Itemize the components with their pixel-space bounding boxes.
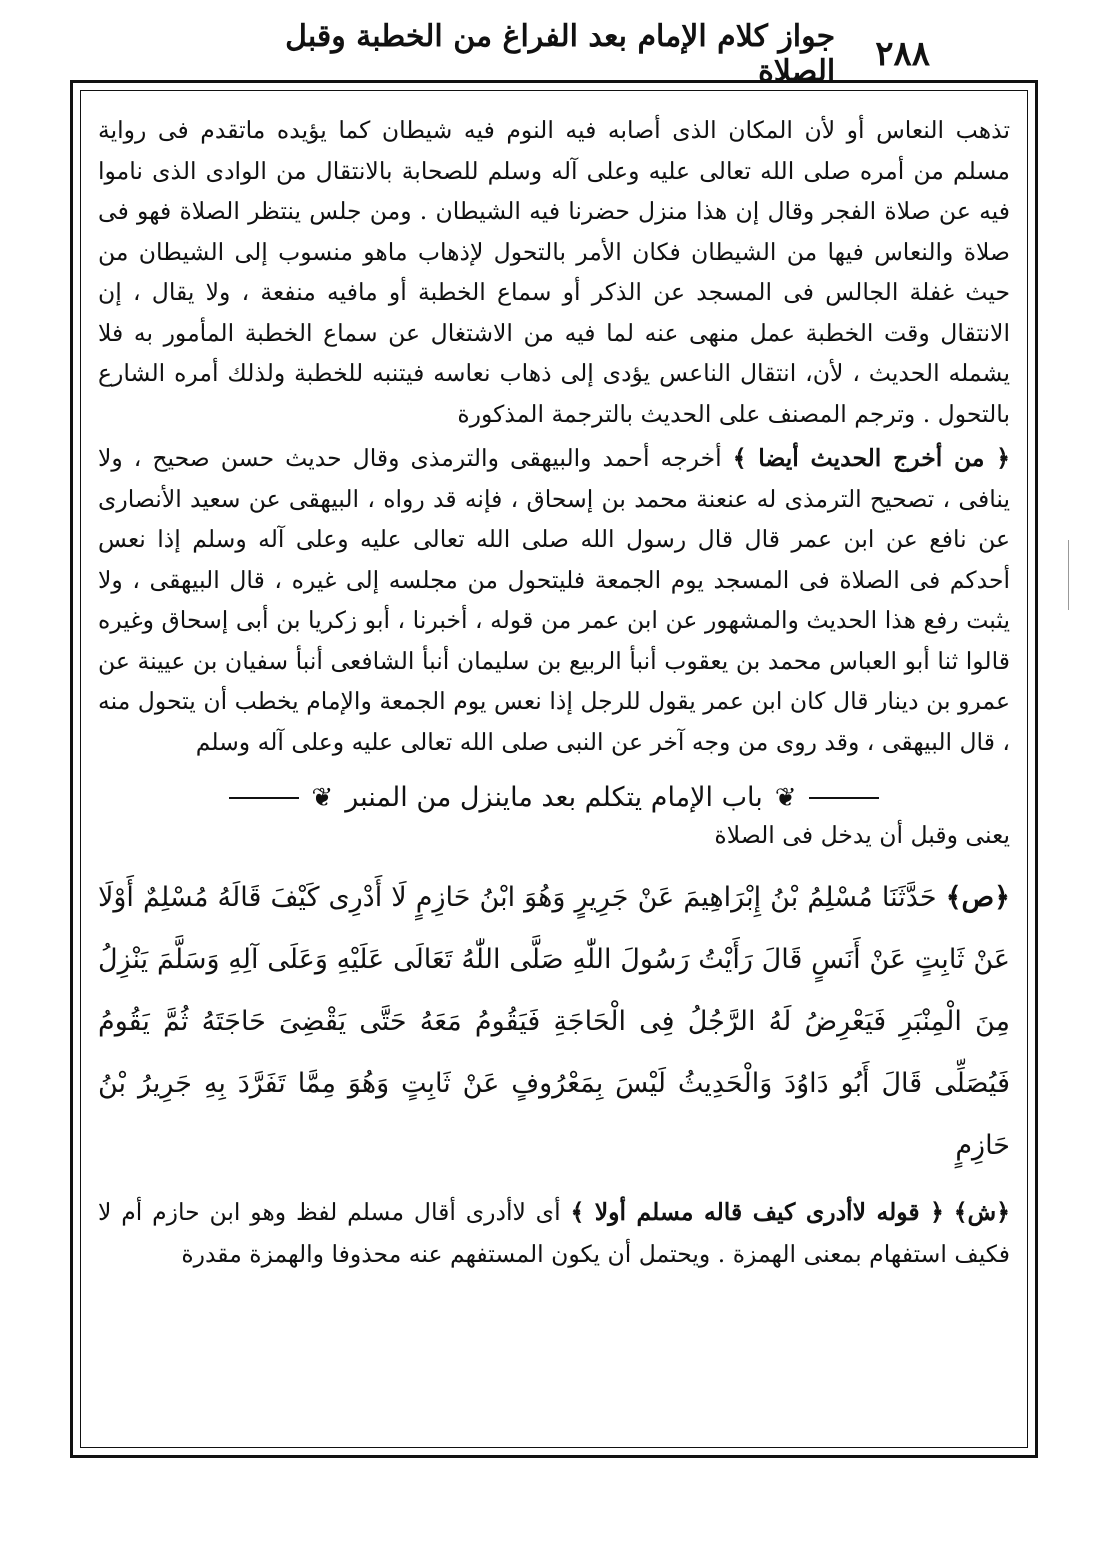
explanation-label: ﴿ش﴾ (953, 1198, 1010, 1226)
explanation-text: أى لاأدرى أقال مسلم لفظ وهو ابن حازم أم لا فكيف استفهام بمعنى الهمزة . ويحتمل أن يكون المستفهم عنه محذوفا والهمزة مقدرة (98, 1198, 1010, 1268)
explanation-paragraph (98, 1191, 1010, 1275)
source-label: ﴿ من أخرج الحديث أيضا ﴾ (732, 444, 1010, 472)
hadith-body: حَدَّثَنَا مُسْلِمُ بْنُ إِبْرَاهِيمَ عَنْ جَرِيرٍ وَهُوَ ابْنُ حَازِمٍ لَا أَدْرِى كَيْفَ قَالَهُ مُسْلِمٌ أَوْلَا عَنْ ثَابِتٍ عَنْ أَنَسٍ قَالَ رَأَيْتُ رَسُولَ اللّٰهِ صَلَّى اللّٰهُ تَعَالَى عَلَيْهِ وَعَلَى آلِهِ وَسَلَّمَ يَنْزِلُ مِنَ الْمِنْبَرِ فَيَعْرِضُ لَهُ الرَّجُلُ فِى الْحَاجَةِ فَيَقُومُ مَعَهُ حَتَّى يَقْضِىَ حَاجَتَهُ ثُمَّ يَقُومُ فَيُصَلِّى قَالَ أَبُو دَاوُدَ وَالْحَدِيثُ لَيْسَ بِمَعْرُوفٍ عَنْ ثَابِتٍ وَهُوَ مِمَّا تَفَرَّدَ بِهِ جَرِيرُ بْنُ حَازِمٍ (98, 882, 1010, 1161)
running-header (230, 19, 930, 89)
chapter-subtitle: يعنى وقبل أن يدخل فى الصلاة (714, 821, 1010, 849)
margin-mark (1068, 540, 1069, 610)
ornament-icon: ❦ (311, 782, 334, 813)
source-text: أخرجه أحمد والبيهقى والترمذى وقال حديث حسن صحيح ، ولا ينافى ، تصحيح الترمذى له عنعنة محمد بن إسحاق ، فإنه قد رواه ، البيهقى عن سعيد الأنصارى عن نافع عن ابن عمر قال قال رسول الله صلى الله تعالى عليه وعلى آله وسلم إذا نعس أحدكم فى الصلاة فى المسجد يوم الجمعة فليتحول من مجلسه إلى غيره ، قال البيهقى ، ولا يثبت رفع هذا الحديث والمشهور عن ابن عمر من قوله ، أخبرنا ، أبو زكريا بن أبى إسحاق وغيره قالوا ثنا أبو العباس محمد بن يعقوب أنبأ الربيع بن سليمان أنبأ الشافعى أنبأ سفيان بن عيينة عن عمرو بن دينار قال كان ابن عمر يقول للرجل إذا نعس يوم الجمعة والإمام يخطب أن يتحول منه ، قال البيهقى ، وقد روى من وجه آخر عن النبى صلى الله تعالى عليه وعلى آله وسلم (98, 444, 1010, 756)
divider-line (809, 797, 879, 799)
chapter-title: باب الإمام يتكلم بعد ماينزل من المنبر (345, 782, 763, 813)
explanation-quote: ﴿ قوله لاأدرى كيف قاله مسلم أولا ﴾ (570, 1198, 944, 1226)
divider-line (229, 797, 299, 799)
page-content (98, 110, 1010, 1275)
hadith-text (98, 867, 1010, 1177)
hadith-label: ﴿ص﴾ (945, 882, 1010, 913)
ornament-icon: ❦ (774, 782, 797, 813)
commentary-paragraph: تذهب النعاس أو لأن المكان الذى أصابه فيه النوم فيه شيطان كما يؤيده ماتقدم فى رواية مسلم من أمره صلى الله تعالى عليه وعلى آله وسلم للصحابة بالانتقال من الوادى الذى ناموا فيه عن صلاة الفجر وقال إن هذا منزل حضرنا فيه الشيطان . ومن جلس ينتظر الصلاة فهو فى صلاة والنعاس فيها من الشيطان فكان الأمر بالتحول لإذهاب ماهو منسوب إلى الشيطان من حيث غفلة الجالس فى المسجد عن الذكر أو سماع الخطبة أو مافيه منفعة ، ولا يقال ، إن الانتقال وقت الخطبة عمل منهى عنه لما فيه من الاشتغال عن سماع الخطبة المأمور به فلا يشمله الحديث ، لأن، انتقال الناعس يؤدى إلى ذهاب نعاسه فيتنبه للخطبة ولذلك أمره الشارع بالتحول . وترجم المصنف على الحديث بالترجمة المذكورة (98, 116, 1010, 428)
source-paragraph (98, 438, 1010, 762)
running-title: جواز كلام الإمام بعد الفراغ من الخطبة وقبل الصلاة (285, 19, 836, 89)
page-number: ٢٨٨ (875, 34, 930, 74)
chapter-heading (98, 782, 1010, 813)
